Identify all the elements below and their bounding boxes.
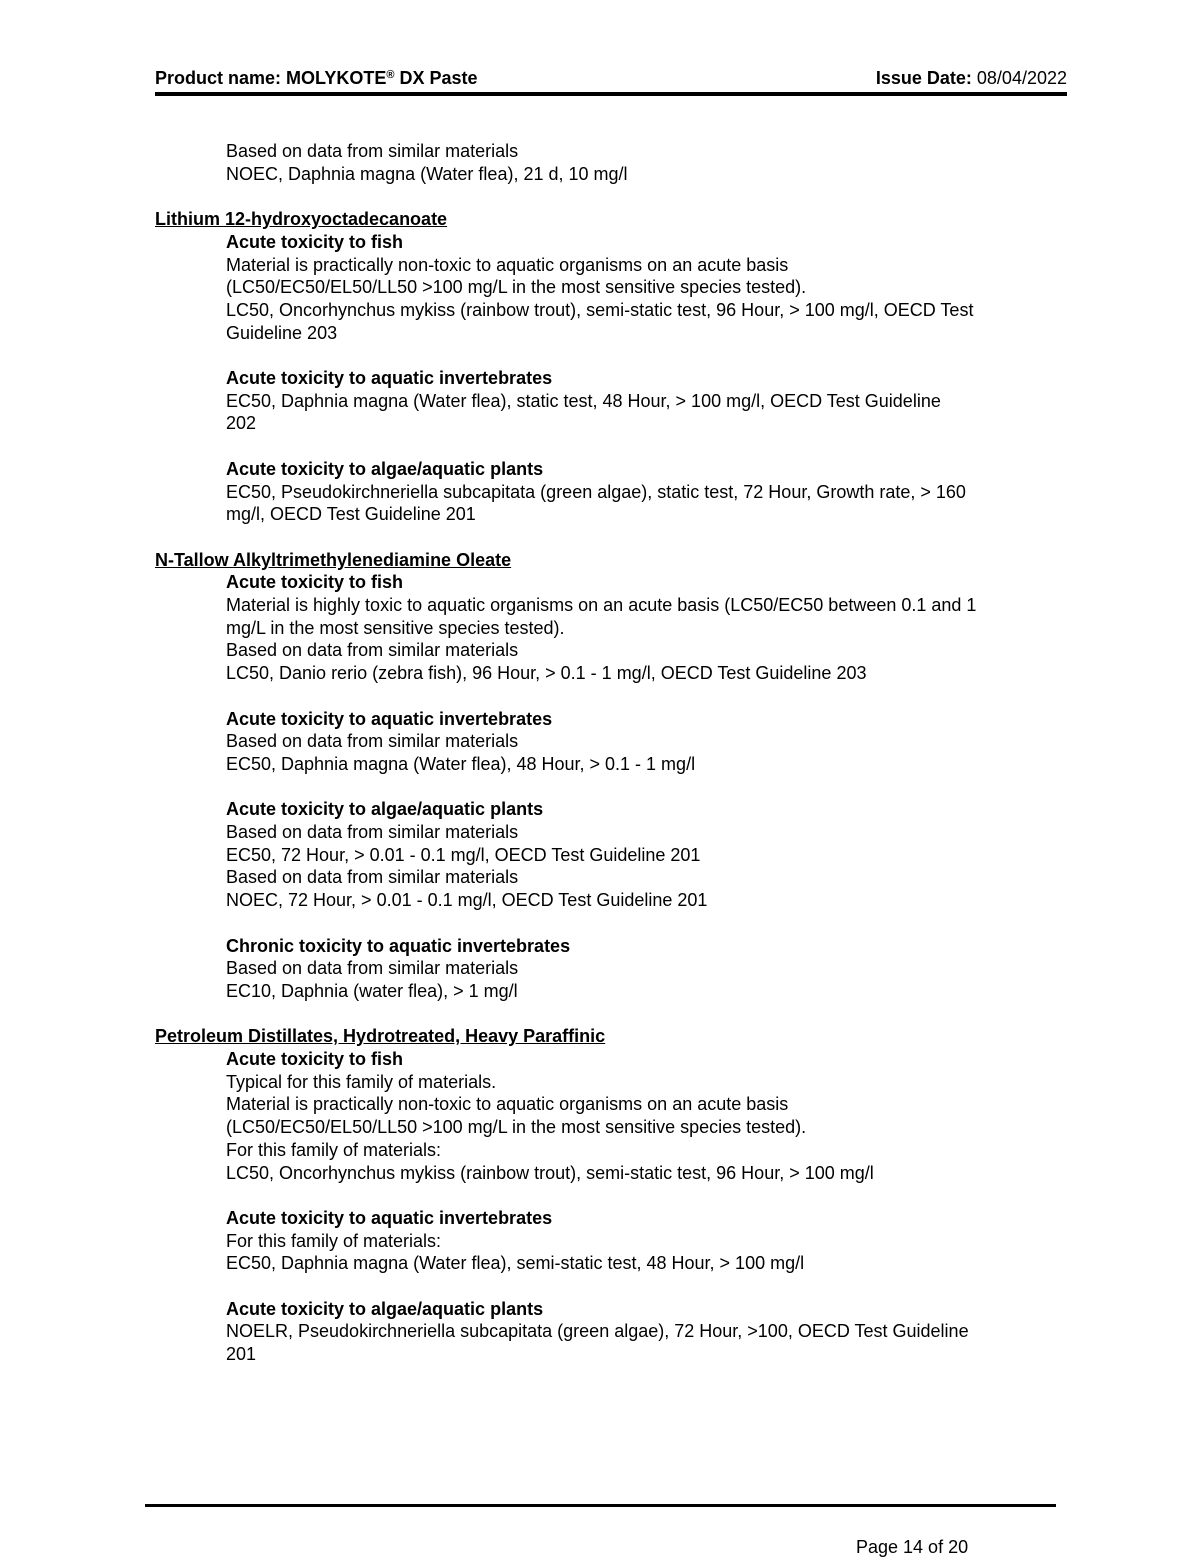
text-line: NOEC, Daphnia magna (Water flea), 21 d, 10 mg/l <box>226 163 628 184</box>
text-line: Guideline 203 <box>226 322 338 343</box>
text-line: Material is practically non-toxic to aquatic organisms on an acute basis <box>226 1094 789 1115</box>
text-line: For this family of materials: <box>226 1230 442 1251</box>
block-heading: Acute toxicity to algae/aquatic plants <box>226 458 544 479</box>
section-n-tallow-alkyltrimethylenediamine-oleate <box>155 549 1055 1003</box>
text-line: 201 <box>226 1344 257 1365</box>
text-line: NOELR, Pseudokirchneriella subcapitata (green algae), 72 Hour, >100, OECD Test Guideline <box>226 1321 969 1342</box>
page-header <box>155 68 1067 90</box>
page-number: Page 14 of 20 <box>856 1537 969 1557</box>
text-line: EC50, Daphnia magna (Water flea), static test, 48 Hour, > 100 mg/l, OECD Test Guideline <box>226 390 941 411</box>
text-line: Based on data from similar materials <box>226 640 519 661</box>
block-heading: Acute toxicity to aquatic invertebrates <box>226 708 553 729</box>
text-line: 202 <box>226 413 257 434</box>
section-petroleum-distillates <box>155 1025 1055 1366</box>
block-heading: Acute toxicity to fish <box>226 572 404 593</box>
text-line: LC50, Danio rerio (zebra fish), 96 Hour, > 0.1 - 1 mg/l, OECD Test Guideline 203 <box>226 663 867 684</box>
text-line: LC50, Oncorhynchus mykiss (rainbow trout), semi-static test, 96 Hour, > 100 mg/l <box>226 1162 874 1183</box>
intro-block <box>155 140 1055 185</box>
text-line: EC10, Daphnia (water flea), > 1 mg/l <box>226 980 518 1001</box>
block-heading: Acute toxicity to fish <box>226 231 404 252</box>
text-line: EC50, 72 Hour, > 0.01 - 0.1 mg/l, OECD Test Guideline 201 <box>226 844 701 865</box>
block-heading: Acute toxicity to algae/aquatic plants <box>226 799 544 820</box>
text-line: Based on data from similar materials <box>226 141 519 161</box>
section-title: Petroleum Distillates, Hydrotreated, Heavy Paraffinic <box>155 1026 606 1047</box>
text-line: (LC50/EC50/EL50/LL50 >100 mg/L in the most sensitive species tested). <box>226 1117 807 1138</box>
text-line: Material is highly toxic to aquatic organisms on an acute basis (LC50/EC50 between 0.1 and 1 <box>226 595 977 615</box>
text-line: EC50, Pseudokirchneriella subcapitata (green algae), static test, 72 Hour, Growth rate, > 160 <box>226 481 966 502</box>
footer-rule <box>145 1504 1056 1507</box>
section-title: Lithium 12-hydroxyoctadecanoate <box>155 209 448 230</box>
registered-mark: ® <box>386 69 395 81</box>
block-heading: Acute toxicity to algae/aquatic plants <box>226 1298 544 1319</box>
text-line: EC50, Daphnia magna (Water flea), semi-static test, 48 Hour, > 100 mg/l <box>226 1253 805 1274</box>
product-name: Product name: MOLYKOTE® DX Paste <box>155 68 478 88</box>
block-heading: Chronic toxicity to aquatic invertebrates <box>226 935 571 956</box>
text-line: Based on data from similar materials <box>226 822 519 842</box>
text-line: EC50, Daphnia magna (Water flea), 48 Hour, > 0.1 - 1 mg/l <box>226 753 696 774</box>
issue-date: Issue Date: 08/04/2022 <box>875 68 1067 88</box>
text-line: LC50, Oncorhynchus mykiss (rainbow trout), semi-static test, 96 Hour, > 100 mg/l, OECD Test <box>226 299 974 320</box>
block-heading: Acute toxicity to fish <box>226 1049 404 1069</box>
block-heading: Acute toxicity to aquatic invertebrates <box>226 368 553 388</box>
block-heading: Acute toxicity to aquatic invertebrates <box>226 1207 553 1228</box>
text-line: Typical for this family of materials. <box>226 1071 497 1092</box>
text-line: (LC50/EC50/EL50/LL50 >100 mg/L in the most sensitive species tested). <box>226 277 807 298</box>
document-body <box>155 140 1055 1366</box>
text-line: Based on data from similar materials <box>226 731 519 752</box>
text-line: NOEC, 72 Hour, > 0.01 - 0.1 mg/l, OECD Test Guideline 201 <box>226 890 708 911</box>
section-title: N-Tallow Alkyltrimethylenediamine Oleate <box>155 549 512 570</box>
issue-date-value: 08/04/2022 <box>976 68 1067 88</box>
header-rule <box>155 92 1067 96</box>
text-line: For this family of materials: <box>226 1139 442 1160</box>
text-line: Based on data from similar materials <box>226 867 519 888</box>
section-lithium-12-hydroxyoctadecanoate <box>155 208 1055 526</box>
text-line: mg/L in the most sensitive species tested). <box>226 617 565 638</box>
text-line: Material is practically non-toxic to aquatic organisms on an acute basis <box>226 254 789 275</box>
text-line: mg/l, OECD Test Guideline 201 <box>226 504 476 525</box>
text-line: Based on data from similar materials <box>226 958 519 979</box>
